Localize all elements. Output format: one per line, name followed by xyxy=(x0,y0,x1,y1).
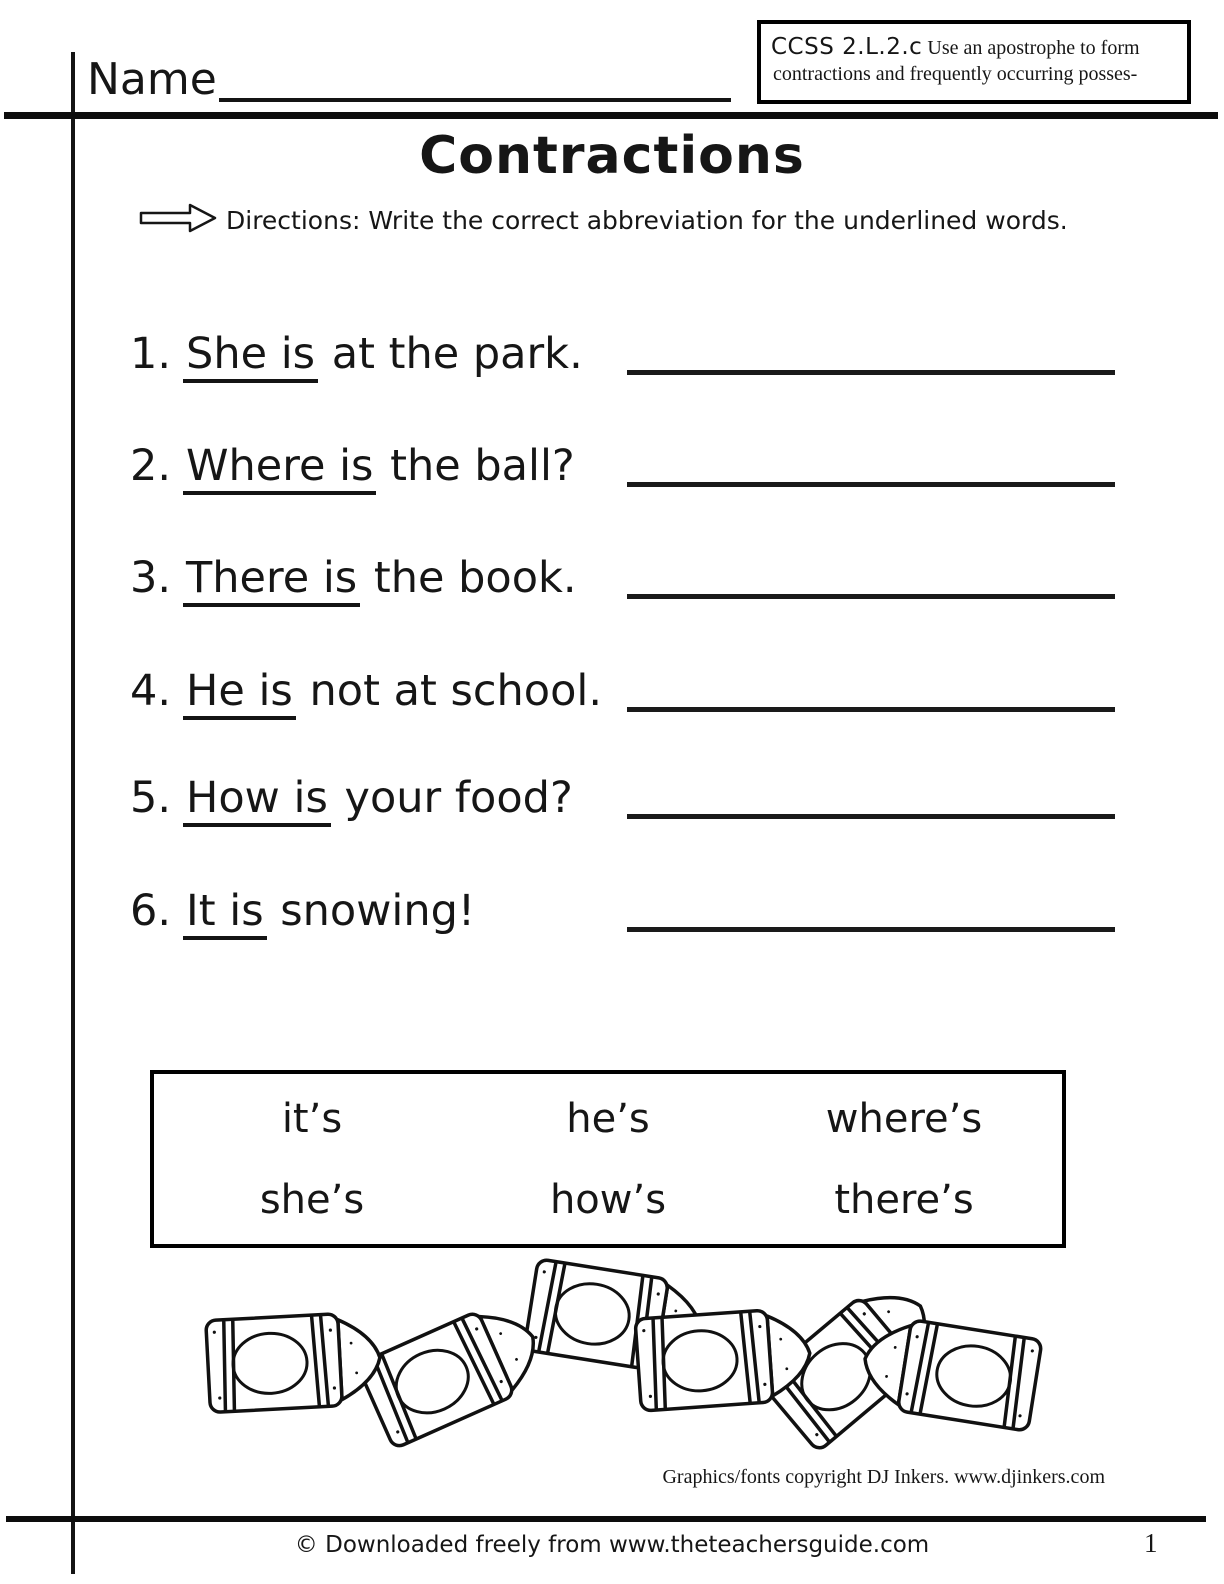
name-row xyxy=(87,52,731,105)
page-number: 1 xyxy=(1144,1528,1158,1558)
header-divider-line xyxy=(4,112,1218,119)
underlined-phrase: She is xyxy=(183,329,318,383)
word-bank-item: it’s xyxy=(281,1095,343,1142)
question-number: 6. xyxy=(130,886,172,936)
graphics-credit: Graphics/fonts copyright DJ Inkers. www.djinkers.com xyxy=(662,1466,1105,1488)
question-number: 4. xyxy=(130,666,172,716)
word-bank xyxy=(150,1070,1066,1248)
question-4 xyxy=(130,667,602,716)
ccss-code: CCSS 2.L.2.c xyxy=(771,34,923,60)
question-number: 3. xyxy=(130,553,172,603)
word-bank-item: there’s xyxy=(834,1176,974,1223)
footer-divider-line xyxy=(6,1516,1206,1522)
question-text: your food? xyxy=(330,773,573,823)
question-number: 5. xyxy=(130,773,172,823)
answer-blank-6[interactable] xyxy=(627,927,1115,932)
question-text: the ball? xyxy=(376,441,575,491)
left-margin-line xyxy=(71,52,75,1574)
answer-blank-2[interactable] xyxy=(627,482,1115,487)
question-2 xyxy=(130,442,575,491)
name-blank-line[interactable] xyxy=(219,52,731,102)
question-6 xyxy=(130,887,475,936)
ccss-standard-box xyxy=(757,20,1191,104)
answer-blank-3[interactable] xyxy=(627,594,1115,599)
arrow-icon xyxy=(138,202,218,238)
question-text: snowing! xyxy=(266,886,476,936)
underlined-phrase: How is xyxy=(183,773,331,827)
question-text: not at school. xyxy=(295,666,603,716)
answer-blank-4[interactable] xyxy=(627,707,1115,712)
question-1 xyxy=(130,330,583,379)
word-bank-item: where’s xyxy=(825,1095,983,1142)
question-3 xyxy=(130,554,577,603)
underlined-phrase: Where is xyxy=(183,441,376,495)
word-bank-item: he’s xyxy=(566,1095,650,1142)
question-number: 2. xyxy=(130,441,172,491)
question-5 xyxy=(130,774,573,823)
ccss-line1 xyxy=(771,34,1177,60)
ccss-text-line2: contractions and frequently occurring posses- xyxy=(773,63,1138,85)
underlined-phrase: He is xyxy=(183,666,296,720)
ccss-text-line1: Use an apostrophe to form xyxy=(927,37,1140,59)
page-title: Contractions xyxy=(419,126,805,186)
underlined-phrase: It is xyxy=(183,886,267,940)
name-label: Name xyxy=(87,54,217,105)
question-number: 1. xyxy=(130,329,172,379)
question-text: the book. xyxy=(360,553,577,603)
answer-blank-1[interactable] xyxy=(627,370,1115,375)
directions-row xyxy=(138,202,1068,238)
download-note: © Downloaded freely from www.theteachersguide.com xyxy=(294,1532,930,1558)
underlined-phrase: There is xyxy=(183,553,360,607)
answer-blank-5[interactable] xyxy=(627,814,1115,819)
question-text: at the park. xyxy=(318,329,583,379)
word-bank-item: she’s xyxy=(259,1176,365,1223)
directions-text: Directions: Write the correct abbreviation for the underlined words. xyxy=(226,205,1068,235)
crayons-illustration xyxy=(198,1250,1046,1450)
word-bank-item: how’s xyxy=(549,1176,667,1223)
